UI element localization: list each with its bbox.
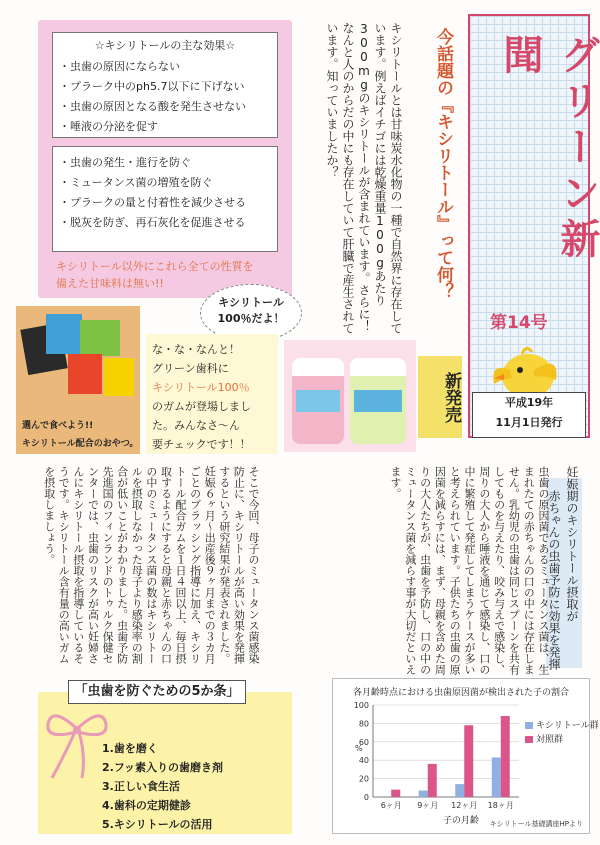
snack-package: [80, 320, 120, 356]
gum-bottle: [350, 358, 406, 444]
effect-item: ・ ミュータンス菌の増殖を防ぐ: [59, 173, 271, 193]
photo-caption: キシリトール配合のおやつ。: [22, 439, 139, 449]
bar: [492, 757, 501, 797]
bar: [419, 791, 428, 797]
cavity-bacteria-chart: [332, 678, 599, 834]
effect-item: ・ 虫歯の原因となる酸を発生させない: [59, 97, 271, 117]
announce-line: キシリトール100％: [152, 381, 250, 394]
bar: [428, 764, 437, 797]
title-panel: [468, 14, 600, 438]
tips-box: [38, 692, 292, 834]
tips-title: 「虫歯を防ぐための5か条」: [68, 680, 246, 704]
y-tick-label: 60: [358, 737, 369, 747]
tip-item: 4.歯科の定期健診: [102, 799, 191, 812]
x-axis-label: 子の月齢: [443, 816, 480, 826]
date-era: 平成19年: [504, 396, 554, 409]
tip-item: 1.歯を磨く: [102, 742, 158, 755]
legend-label: 対照群: [536, 735, 564, 745]
x-tick-label: 6ヶ月: [380, 801, 402, 810]
chart-svg: [333, 679, 589, 833]
effects-note-line: キシリトール以外にこれら全ての性質を: [56, 260, 254, 273]
new-sale-badge: 新発売: [418, 356, 462, 438]
article-body-1: 虫歯の原因菌であるミュータンス菌は、生まれたての赤ちゃんの口の中には存在しません。乳幼児の虫歯は同じスプーンを共有してものを与えたり、咬み与えで感染し、周りの大人から唾液を通じて感染し、口の中に繁殖して発症してしまうケースが多いと考えられています。子供たちの虫歯の原因菌を減らすには、まず、母親を含めた周りの大人たちが、虫歯を予防し、口の中のミュータンス菌を減らす事が大切だといえます。: [389, 466, 550, 675]
y-tick-label: 0: [363, 793, 369, 802]
bar: [455, 784, 464, 797]
gum-bottles-photo: [284, 340, 416, 452]
effects-list-1: [52, 32, 278, 138]
y-axis-label: %: [355, 744, 363, 753]
legend-swatch: [525, 736, 533, 743]
effect-item: ・ 虫歯の原因にならない: [59, 57, 271, 77]
tip-item: 2.フッ素入りの歯磨き剤: [102, 761, 224, 774]
bubble-line: 100％だよ！: [217, 312, 285, 325]
effect-item: ・ プラークの量と付着性を減少させる: [59, 193, 271, 213]
effects-box: [38, 20, 292, 298]
legend-item: [525, 733, 599, 747]
newspaper-title: グリーン新聞: [497, 34, 600, 264]
legend-swatch: [525, 722, 533, 729]
intro-text: キシリトールとは甘味炭水化物の一種で自然界に存在しています。例えばイチゴには乾燥重量100gあたり300mgのキシリトールが含まれています。さらに！なんと人のからだの中にも存在していて肝臓で産生されています。知っていましたか？: [325, 22, 403, 334]
announce-line: 要チェックです！！: [152, 438, 251, 451]
y-tick-label: 100: [353, 701, 369, 710]
issue-number: 第14号: [490, 313, 548, 333]
legend-label: キシリトール群: [536, 721, 599, 731]
photo-caption: 選んで食べよう!!: [22, 421, 94, 431]
y-tick-label: 40: [358, 756, 369, 766]
tip-item: 5.キシリトールの活用: [102, 818, 213, 831]
chart-title: 各月齢時点における虫歯原因菌が検出された子の割合: [352, 688, 569, 698]
announce-line: グリーン歯科に: [152, 362, 229, 375]
bar: [501, 716, 510, 797]
legend-item: [525, 719, 599, 733]
article-body-2: そこで今回、母子のミュータンス菌感染防止に、キシリトールが高い効果を発揮するという研究結果が発表されました。妊娠６ヶ月～出産後９ヶ月までの３カ月ごとのブラッシング指導に加え、キシリトール配合ガムを１日４回以上、毎日摂取するようにすると母親と赤ちゃんの口の中のミュータンス菌の数はキシリトールを摂取しなかった母子より感染率の割合が低いことがわかりました。虫歯予防先進国のフィンランドのトゥルク保健センターでは、虫歯のリスクが高い妊婦さんにキシリトール摂取を指導しているそうです。キシリトール含有量の高いガムを摂取しましょう。: [42, 466, 260, 664]
effect-item: ・ 虫歯の発生・進行を防ぐ: [59, 153, 271, 173]
date-day: 11月1日発行: [495, 416, 563, 429]
snacks-photo: [16, 306, 140, 454]
announce-line: な・な・なんと！: [152, 343, 240, 356]
effect-item: ・ プラーク中のph5.7以下に下げない: [59, 77, 271, 97]
chart-legend: [525, 719, 599, 747]
gum-bottle: [292, 358, 344, 444]
publish-date: [472, 392, 586, 438]
y-tick-label: 20: [358, 774, 369, 784]
chart-source: キシリトール基礎講座HPより: [489, 820, 583, 828]
effects-note-line: 備えた甘味料は無い!!: [56, 277, 164, 290]
tip-item: 3.正しい食生活: [102, 780, 180, 793]
y-tick-label: 80: [358, 719, 369, 729]
effects-list-2: [52, 146, 278, 252]
x-tick-label: 18ヶ月: [487, 801, 514, 810]
headline: 今話題の『キシリトール』って何？: [433, 28, 453, 300]
x-tick-label: 12ヶ月: [451, 801, 478, 810]
subtitle-line: 妊娠期のキシリトール摂取が: [565, 466, 579, 622]
bar: [464, 725, 473, 797]
snack-package: [104, 358, 134, 396]
effects-heading: ☆キシリトールの主な効果☆: [94, 39, 236, 52]
announce-line: た。みんなさ〜ん: [152, 419, 240, 432]
announce-line: のガムが登場しまし: [152, 400, 251, 413]
x-tick-label: 9ヶ月: [417, 801, 439, 810]
effect-item: ・ 脱灰を防ぎ、再石灰化を促進させる: [59, 213, 271, 233]
snack-package: [46, 314, 82, 354]
gum-announcement: [146, 334, 278, 454]
effect-item: ・ 唾液の分泌を促す: [59, 117, 271, 137]
snack-package: [68, 354, 102, 394]
article-subtitle: [546, 466, 590, 676]
subtitle-line: 赤ちゃんの虫歯予防に効果を発揮: [547, 490, 561, 670]
bar: [391, 790, 400, 797]
bubble-line: キシリトール: [218, 296, 284, 309]
